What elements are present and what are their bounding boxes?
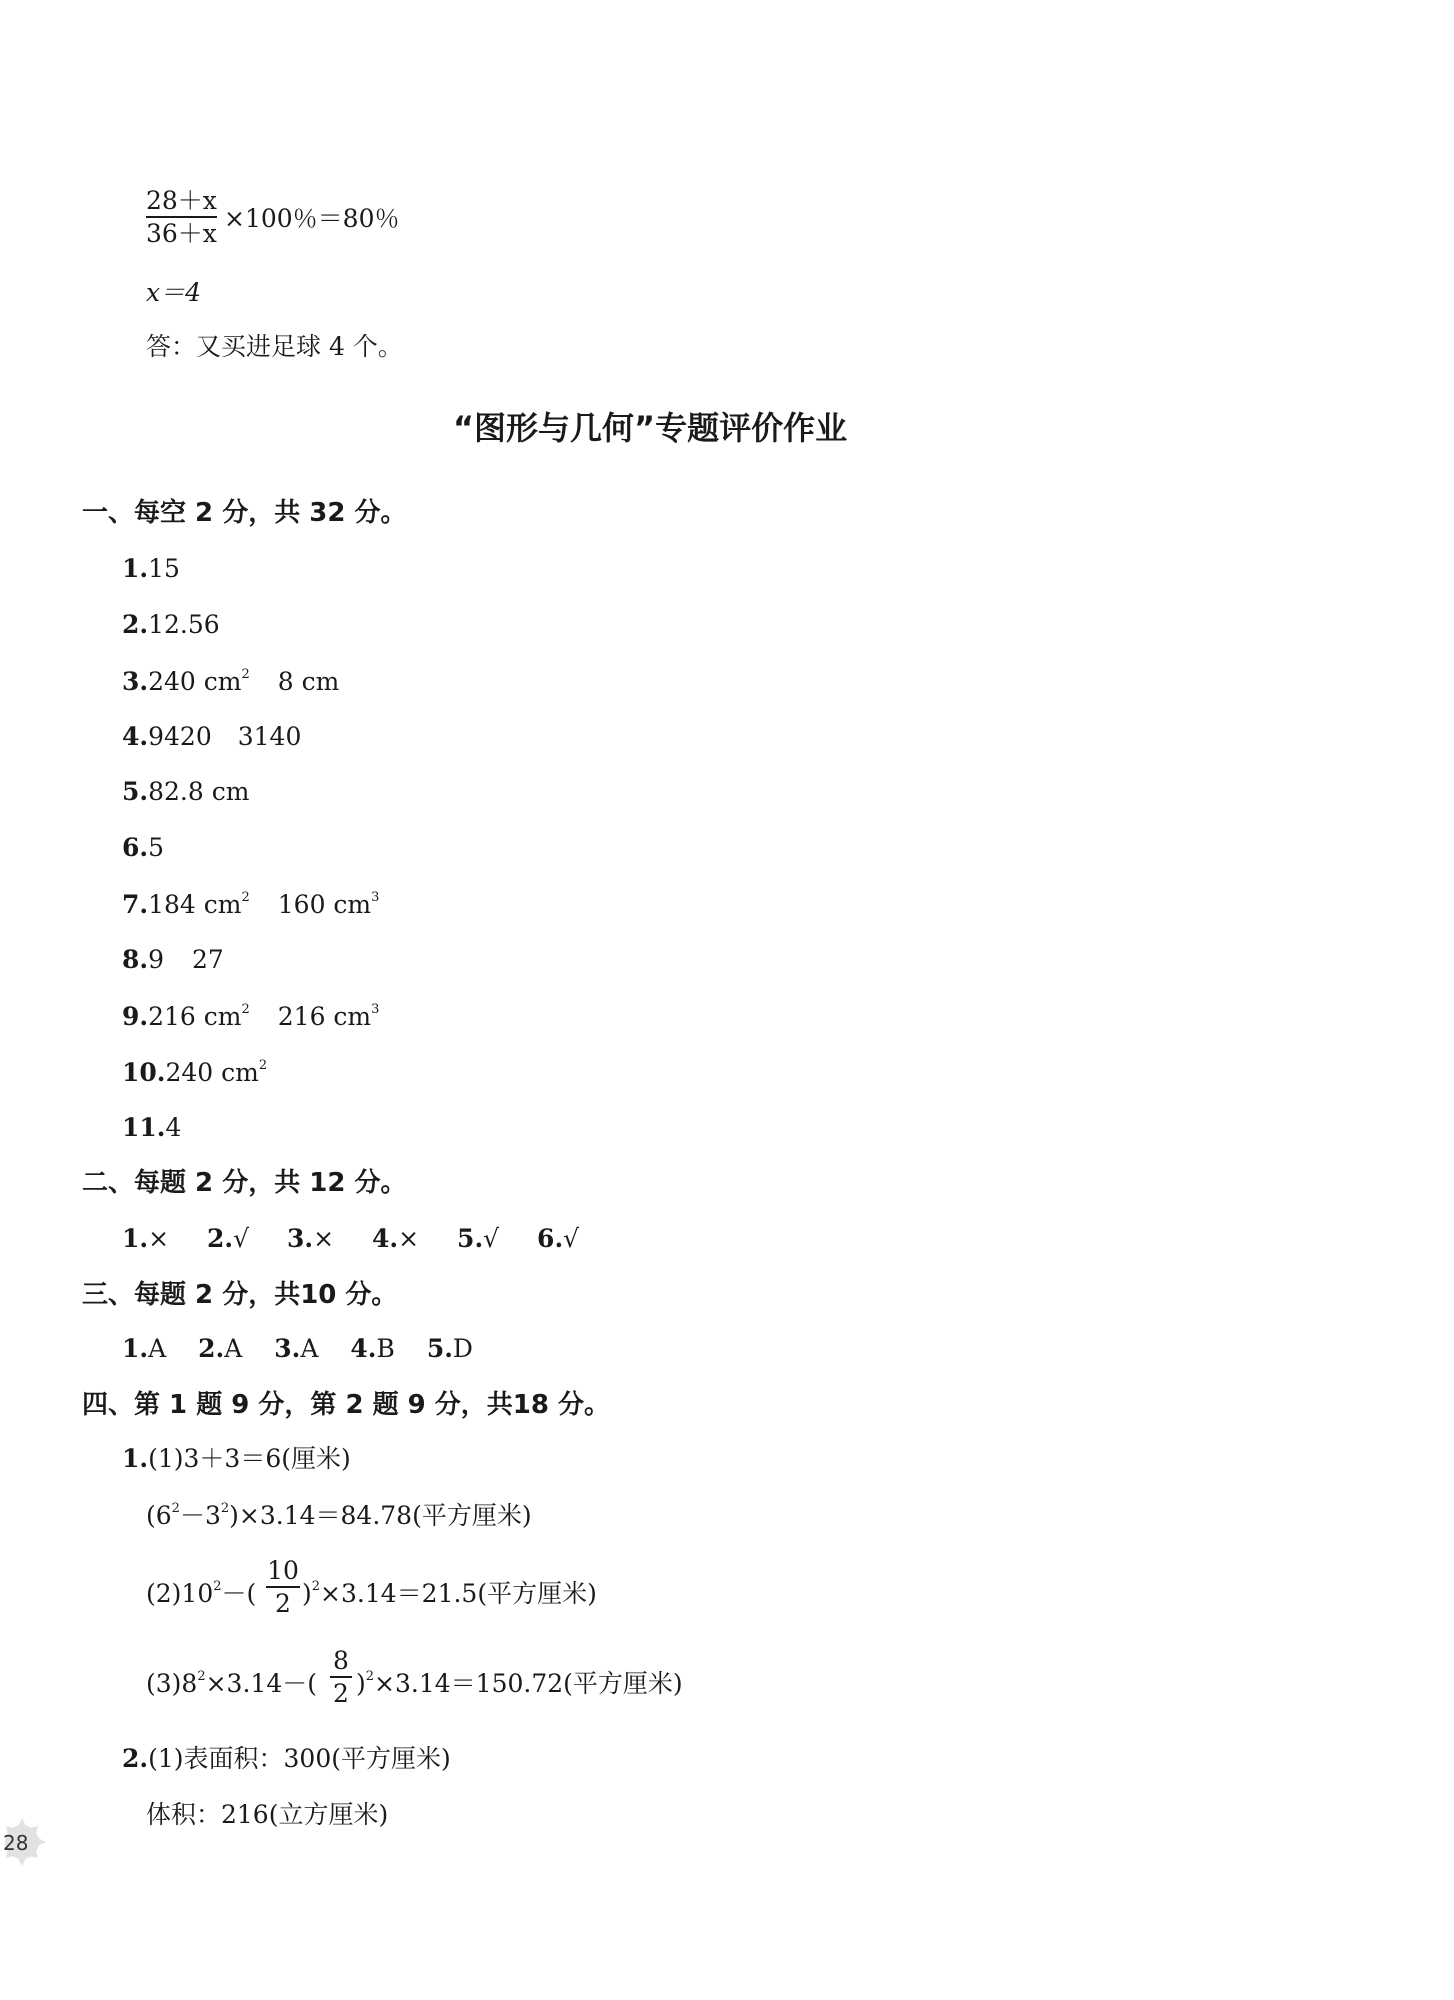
section-4-title: 四、第 1 题 9 分，第 2 题 9 分，共18 分。 <box>82 1390 611 1420</box>
q1-part3-left: $(3)8^2\times 3.14-$( <box>146 1669 317 1698</box>
q2-line-2: 体积：216(立方厘米) <box>146 1800 389 1829</box>
solution-x: x＝4 <box>146 278 202 307</box>
list-item: 6.5 <box>122 833 165 862</box>
section-2-title: 二、每题 2 分，共 12 分。 <box>82 1168 407 1198</box>
list-item: 4.9420 3140 <box>122 722 302 751</box>
q1-part2-right: )$^2$×3.14＝21.5(平方厘米) <box>302 1579 597 1608</box>
fraction-10-over-2: 10 2 <box>267 1556 299 1618</box>
fraction-28-over-36 <box>146 188 217 246</box>
fraction-denominator: 36＋x <box>146 219 217 248</box>
page-number: 28 <box>3 1831 29 1855</box>
fraction-bar <box>146 216 217 218</box>
list-item: 2.12.56 <box>122 610 220 639</box>
list-item: 3.240 $cm^2$ 8 cm <box>122 667 340 696</box>
list-item: 9.216 $cm^2$ 216 $cm^3$ <box>122 1002 380 1031</box>
q1-line-2: $(6^2-3^2)\times 3.14=84.78$(平方厘米) <box>146 1501 532 1530</box>
page-number-badge <box>0 1818 48 1866</box>
list-item: 5.82.8 cm <box>122 777 250 806</box>
section-3-title: 三、每题 2 分，共10 分。 <box>82 1280 398 1310</box>
q1-part3-right: )$^2$×3.14＝150.72(平方厘米) <box>356 1669 683 1698</box>
list-item: 10.240 $cm^2$ <box>122 1058 268 1087</box>
list-item: 8.9 27 <box>122 945 224 974</box>
choice-answers: 1.A 2.A 3.A 4.B 5.D <box>122 1334 473 1363</box>
fraction-numerator: 28＋x <box>146 186 217 215</box>
equation-rest: ×100％＝80％ <box>224 204 400 233</box>
section-1-title: 一、每空 2 分，共 32 分。 <box>82 498 407 528</box>
judgement-answers: 1.× 2.√ 3.× 4.× 5.√ 6.√ <box>122 1224 580 1253</box>
q1-part2-left: $(2)10^2-$( <box>146 1579 257 1608</box>
list-item: 11.4 <box>122 1113 182 1142</box>
answer-line: 答：又买进足球 4 个。 <box>146 332 403 361</box>
list-item: 1.15 <box>122 554 180 583</box>
fraction-8-over-2: 8 2 <box>330 1648 352 1706</box>
q1-line-1: 1.(1)3＋3＝6(厘米) <box>122 1444 351 1473</box>
page-title: “图形与几何”专题评价作业 <box>453 409 848 447</box>
list-item: 7.184 $cm^2$ 160 $cm^3$ <box>122 890 380 919</box>
q2-line-1: 2.(1)表面积：300(平方厘米) <box>122 1744 451 1773</box>
